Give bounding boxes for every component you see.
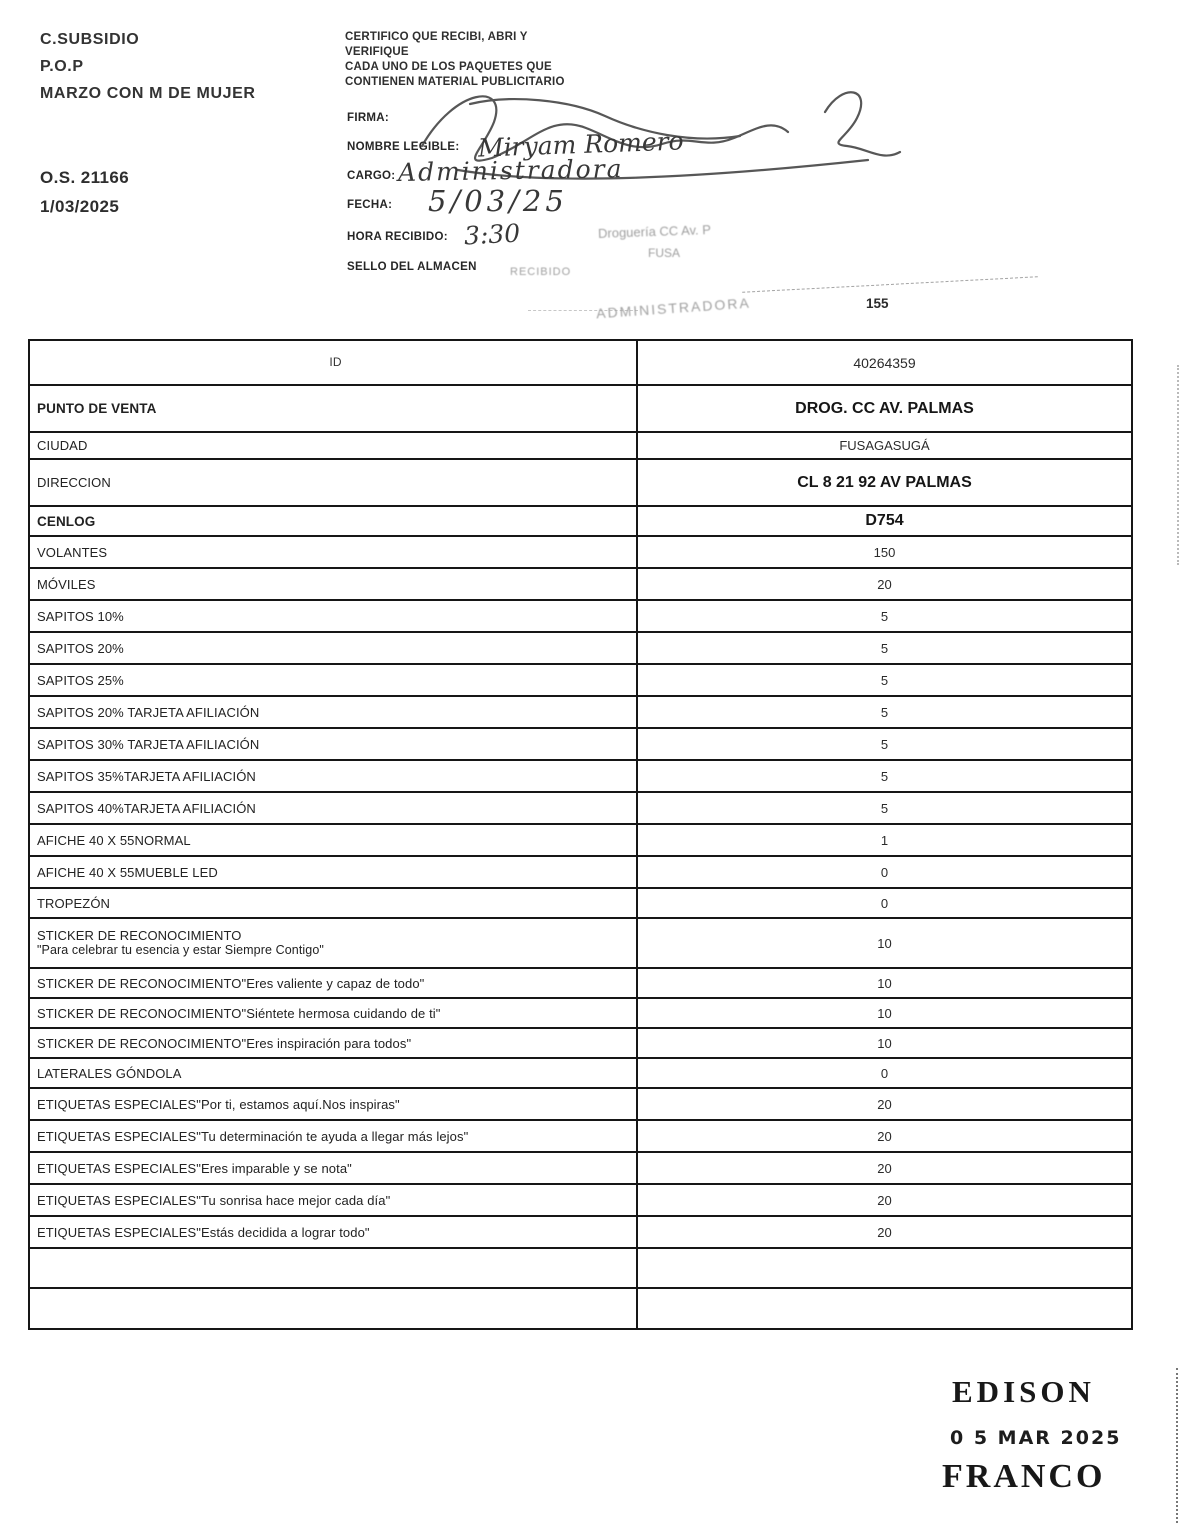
row-label: TROPEZÓN <box>30 889 638 917</box>
row-label: ETIQUETAS ESPECIALES"Tu determinación te ayuda a llegar más lejos" <box>30 1121 638 1151</box>
scan-dot-artifact-top <box>1177 365 1179 565</box>
order-date: 1/03/2025 <box>40 197 120 216</box>
row-value: 5 <box>880 768 889 784</box>
edison-stamp: EDISON <box>952 1374 1095 1409</box>
row-value: 10 <box>877 935 892 951</box>
table-row <box>30 1249 1131 1289</box>
sello-almacen-label: SELLO DEL ALMACEN <box>347 261 477 273</box>
table-row <box>30 999 1131 1029</box>
row-label: SAPITOS 25% <box>30 665 638 695</box>
row-label: SAPITOS 30% TARJETA AFILIACIÓN <box>30 729 638 759</box>
row-label: CENLOG <box>30 507 638 535</box>
table-row <box>30 1217 1131 1249</box>
table-row <box>30 433 1131 460</box>
row-value: 10 <box>877 975 892 991</box>
table-row <box>30 1185 1131 1217</box>
table-row <box>30 601 1131 633</box>
campaign-line-marzo: MARZO CON M DE MUJER <box>40 85 256 102</box>
row-label: ETIQUETAS ESPECIALES"Por ti, estamos aquí.Nos inspiras" <box>30 1089 638 1119</box>
certification-line2: VERIFIQUE <box>345 46 409 58</box>
row-value: 20 <box>877 1128 892 1144</box>
row-value: 0 <box>880 864 889 880</box>
table-row <box>30 665 1131 697</box>
scan-dash-artifact <box>742 276 1038 292</box>
row-value: 5 <box>880 672 889 688</box>
table-row <box>30 633 1131 665</box>
row-value: D754 <box>865 512 904 529</box>
row-value: 0 <box>880 1065 889 1081</box>
row-value: 20 <box>877 1192 892 1208</box>
sello-stamp-faint: RECIBIDO <box>510 266 572 278</box>
row-value: 20 <box>877 1160 892 1176</box>
row-label: AFICHE 40 X 55MUEBLE LED <box>30 857 638 887</box>
fecha-value: 5/03/25 <box>428 184 568 218</box>
row-label: STICKER DE RECONOCIMIENTO"Eres inspiración para todos" <box>30 1029 638 1057</box>
row-label: STICKER DE RECONOCIMIENTO"Siéntete hermosa cuidando de ti" <box>30 999 638 1027</box>
row-label: CIUDAD <box>30 433 638 458</box>
table-row <box>30 1059 1131 1089</box>
row-value: 40264359 <box>853 354 916 371</box>
cargo-label: CARGO: <box>347 170 396 182</box>
row-value: 1 <box>880 832 889 848</box>
row-label: VOLANTES <box>30 537 638 567</box>
row-label: SAPITOS 20% <box>30 633 638 663</box>
row-value: 20 <box>877 1096 892 1112</box>
hora-recibido-value: 3:30 <box>463 218 521 251</box>
certification-line3: CADA UNO DE LOS PAQUETES QUE <box>345 61 552 73</box>
row-value: 5 <box>880 736 889 752</box>
nombre-legible-label: NOMBRE LEGIBLE: <box>347 141 460 153</box>
table-row <box>30 386 1131 433</box>
table-row <box>30 969 1131 999</box>
row-value: 5 <box>880 800 889 816</box>
row-label: ETIQUETAS ESPECIALES"Tu sonrisa hace mejor cada día" <box>30 1185 638 1215</box>
row-label <box>30 1289 638 1328</box>
report-table <box>28 339 1133 1330</box>
table-row <box>30 1121 1131 1153</box>
table-row <box>30 793 1131 825</box>
row-label <box>30 1249 638 1287</box>
certification-line1: CERTIFICO QUE RECIBI, ABRI Y <box>345 31 528 43</box>
table-row <box>30 569 1131 601</box>
row-label: PUNTO DE VENTA <box>30 386 638 431</box>
scan-dash-artifact-2 <box>528 310 638 311</box>
cargo-value: Administradora <box>397 154 624 187</box>
row-value: 10 <box>877 1035 892 1051</box>
row-value: 20 <box>877 1224 892 1240</box>
row-label: DIRECCION <box>30 460 638 505</box>
row-value <box>638 1289 1131 1328</box>
row-label: LATERALES GÓNDOLA <box>30 1059 638 1087</box>
row-value: 5 <box>880 608 889 624</box>
administradora-stamp-faint: ADMINISTRADORA <box>595 294 752 322</box>
drogueria-stamp-line2: FUSA <box>648 246 681 260</box>
row-label: STICKER DE RECONOCIMIENTO "Para celebrar tu esencia y estar Siempre Contigo" <box>30 919 638 967</box>
fecha-label: FECHA: <box>347 199 393 211</box>
table-row <box>30 919 1131 969</box>
row-value: 5 <box>880 704 889 720</box>
table-row <box>30 729 1131 761</box>
drogueria-stamp-line1: Droguería CC Av. P <box>597 222 712 241</box>
table-row <box>30 1289 1131 1328</box>
certification-line4: CONTIENEN MATERIAL PUBLICITARIO <box>345 76 565 88</box>
table-row <box>30 1153 1131 1185</box>
row-label: ID <box>30 341 638 384</box>
scan-dot-artifact-bottom <box>1176 1368 1178 1523</box>
row-label: AFICHE 40 X 55NORMAL <box>30 825 638 855</box>
row-label: STICKER DE RECONOCIMIENTO"Eres valiente y capaz de todo" <box>30 969 638 997</box>
row-value: FUSAGASUGÁ <box>839 438 930 453</box>
campaign-line-pop: P.O.P <box>40 58 84 75</box>
row-label: ETIQUETAS ESPECIALES"Eres imparable y se nota" <box>30 1153 638 1183</box>
firma-label: FIRMA: <box>347 112 390 124</box>
row-value: CL 8 21 92 AV PALMAS <box>797 473 972 491</box>
row-label: MÓVILES <box>30 569 638 599</box>
row-value: 20 <box>877 576 892 592</box>
table-row <box>30 889 1131 919</box>
franco-stamp: FRANCO <box>942 1458 1106 1495</box>
table-row <box>30 761 1131 793</box>
row-label: SAPITOS 35%TARJETA AFILIACIÓN <box>30 761 638 791</box>
row-value: 10 <box>877 1005 892 1021</box>
nombre-legible-value: Miryam Romero <box>477 126 685 163</box>
date-stamp: 0 5 MAR 2025 <box>950 1427 1122 1449</box>
row-value: 5 <box>880 640 889 656</box>
page-number: 155 <box>866 296 889 311</box>
table-row <box>30 537 1131 569</box>
campaign-line-subsidio: C.SUBSIDIO <box>40 31 140 48</box>
row-label: ETIQUETAS ESPECIALES"Estás decidida a lograr todo" <box>30 1217 638 1247</box>
row-label: SAPITOS 20% TARJETA AFILIACIÓN <box>30 697 638 727</box>
row-value <box>638 1249 1131 1287</box>
row-label: SAPITOS 40%TARJETA AFILIACIÓN <box>30 793 638 823</box>
table-row <box>30 341 1131 386</box>
table-row <box>30 507 1131 537</box>
row-value: 150 <box>873 544 896 560</box>
table-row <box>30 1089 1131 1121</box>
row-label: SAPITOS 10% <box>30 601 638 631</box>
table-row <box>30 697 1131 729</box>
table-row <box>30 460 1131 507</box>
hora-recibido-label: HORA RECIBIDO: <box>347 231 448 243</box>
campaign-header <box>40 26 256 107</box>
table-row <box>30 857 1131 889</box>
order-number: O.S. 21166 <box>40 168 130 187</box>
table-row <box>30 825 1131 857</box>
order-block <box>40 163 129 221</box>
row-value: 0 <box>880 895 889 911</box>
table-row <box>30 1029 1131 1059</box>
row-value: DROG. CC AV. PALMAS <box>795 399 974 417</box>
